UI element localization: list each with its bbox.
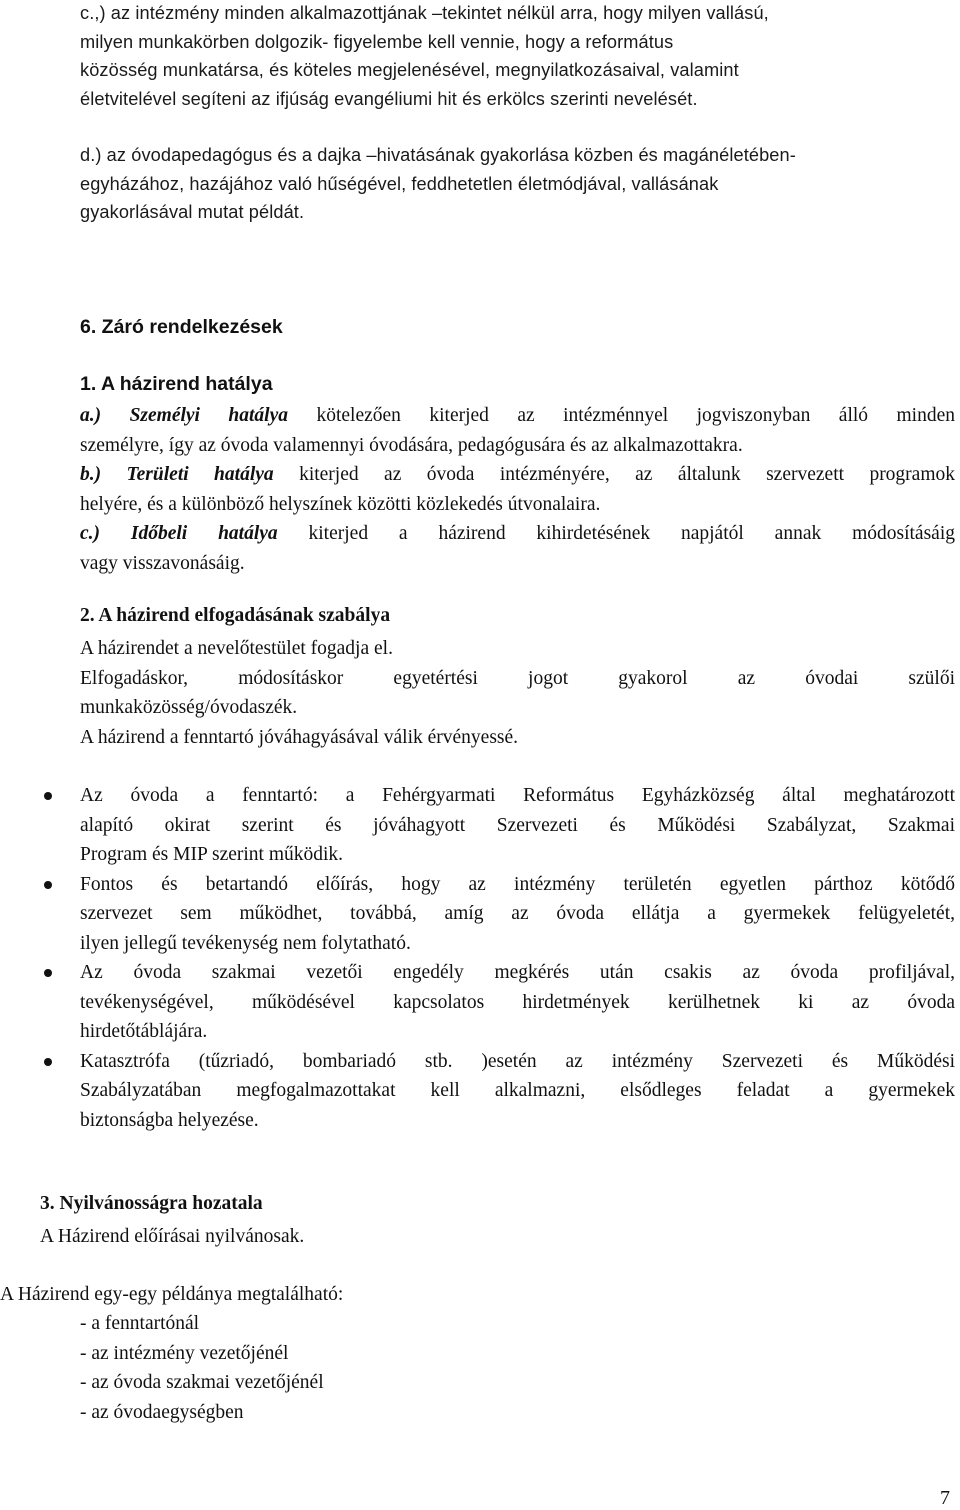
bullet-icon — [44, 1058, 52, 1066]
scope-b-label: b.) Területi hatálya — [80, 464, 274, 485]
bullet-icon — [44, 969, 52, 977]
scope-c-line: c.) Időbeli hatálya kiterjed a házirend kihirdetésének napjától annak módosításáig — [80, 523, 955, 544]
text-line: Fontos és betartandó előírás, hogy az intézmény területén egyetlen párthoz kötődő — [80, 873, 955, 895]
text-line: egyházához, hazájához való hűségével, feddhetetlen életmódjával, vallásának — [80, 173, 719, 194]
bullet-list — [80, 781, 955, 1135]
list-item: - az óvodaegységben — [80, 1401, 244, 1423]
subsection-heading: 2. A házirend elfogadásának szabálya — [80, 605, 391, 626]
text-line: helyére, és a különböző helyszínek közötti közlekedés útvonalaira. — [80, 493, 601, 515]
publicity-line: A Házirend előírásai nyilvánosak. — [40, 1226, 305, 1247]
text-line: gyakorlásával mutat példát. — [80, 202, 305, 222]
text-line: milyen munkakörben dolgozik- figyelembe kell vennie, hogy a református — [80, 31, 674, 52]
paragraph-d — [80, 141, 950, 227]
text-line: hirdetőtáblájára. — [80, 1021, 208, 1042]
list-item — [80, 958, 955, 1047]
section-heading: 6. Záró rendelkezések — [80, 316, 283, 338]
text-line: d.) az óvodapedagógus és a dajka –hivatásának gyakorlása közben és magánéletében- — [80, 145, 796, 165]
text-line: Katasztrófa (tűzriadó, bombariadó stb. )esetén az intézmény Szervezeti és Működési — [80, 1050, 955, 1072]
subsection-heading: 1. A házirend hatálya — [80, 373, 273, 395]
text-line: Program és MIP szerint működik. — [80, 844, 344, 865]
acceptance-paragraph — [80, 634, 955, 752]
text-line: személyre, így az óvoda valamennyi óvodására, pedagógusára és az alkalmazottakra. — [80, 434, 743, 456]
text-line: alapító okirat szerint és jóváhagyott Szervezeti és Működési Szabályzat, Szakmai — [80, 814, 955, 836]
text-line: A házirendet a nevelőtestület fogadja el. — [80, 638, 393, 659]
copies-intro: A Házirend egy-egy példánya megtalálható: — [0, 1284, 344, 1305]
text-line: Szabályzatában megfogalmazottakat kell alkalmazni, elsődleges feladat a gyermekek — [80, 1080, 955, 1101]
text-line: szervezet sem működhet, továbbá, amíg az óvoda ellátja a gyermekek felügyeletét, — [80, 903, 955, 924]
list-item — [80, 870, 955, 959]
text-line: Elfogadáskor, módosításkor egyetértési jogot gyakorol az óvodai szülői — [80, 667, 955, 689]
text-line: közösség munkatársa, és köteles megjelenésével, megnyilatkozásaival, valamint — [80, 60, 739, 80]
text-line: c.,) az intézmény minden alkalmazottjának –tekintet nélkül arra, hogy milyen vallású, — [80, 3, 769, 23]
bullet-icon — [44, 881, 52, 889]
scope-a-label: a.) Személyi hatálya — [80, 405, 289, 426]
list-item — [80, 781, 955, 870]
copies-section — [0, 1280, 343, 1310]
text-line: Az óvoda a fenntartó: a Fehérgyarmati Református Egyházközség által meghatározott — [80, 785, 955, 806]
text-line: tevékenységével, működésével kapcsolatos hirdetmények kerülhetnek ki az óvoda — [80, 991, 955, 1013]
text-line: életvitelével segíteni az ifjúság evangéliumi hit és erkölcs szerinti nevelését. — [80, 88, 698, 109]
copies-list — [80, 1309, 324, 1427]
text-line: ilyen jellegű tevékenység nem folytatható. — [80, 932, 411, 954]
text-line: Az óvoda szakmai vezetői engedély megkérés után csakis az óvoda profiljával, — [80, 962, 955, 983]
list-item: - az óvoda szakmai vezetőjénél — [80, 1372, 324, 1393]
text-line: vagy visszavonásáig. — [80, 552, 245, 574]
page-number: 7 — [940, 1487, 950, 1509]
list-item: - a fenntartónál — [80, 1313, 200, 1334]
subsection-heading: 3. Nyilvánosságra hozatala — [40, 1193, 263, 1214]
list-item: - az intézmény vezetőjénél — [80, 1342, 289, 1364]
bullet-icon — [44, 792, 52, 800]
text-line: munkaközösség/óvodaszék. — [80, 697, 298, 718]
text-line: biztonságba helyezése. — [80, 1109, 259, 1131]
scope-paragraphs — [80, 401, 955, 578]
scope-c-label: c.) Időbeli hatálya — [80, 523, 278, 544]
scope-a-line: a.) Személyi hatálya kötelezően kiterjed az intézménnyel jogviszonyban álló minden — [80, 405, 955, 426]
text-line: A házirend a fenntartó jóváhagyásával válik érvényessé. — [80, 726, 519, 748]
list-item — [80, 1047, 955, 1136]
paragraph-c — [80, 0, 950, 113]
scope-b-line: b.) Területi hatálya kiterjed az óvoda intézményére, az általunk szervezett programok — [80, 464, 956, 485]
